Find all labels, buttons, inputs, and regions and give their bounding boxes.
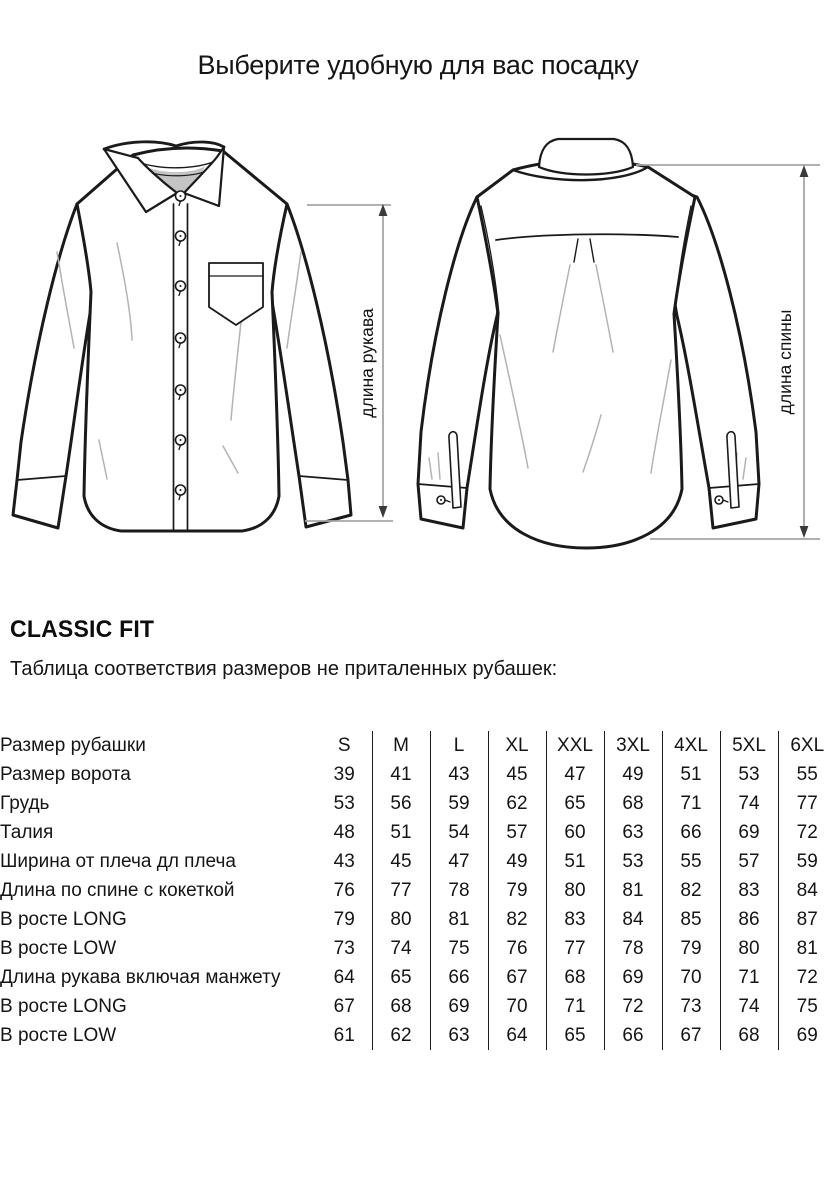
value-cell: 48: [333, 821, 355, 843]
value-cell: 68: [604, 789, 662, 818]
size-table-header-row: [0, 731, 836, 760]
value-cell: 63: [430, 1021, 488, 1050]
value-cell: 75: [430, 934, 488, 963]
value-cell: 70: [488, 992, 546, 1021]
value-cell: 57: [488, 818, 546, 847]
size-header-cell: 3XL: [604, 731, 662, 760]
value-cell: 68: [720, 1021, 778, 1050]
value-cell: 80: [720, 934, 778, 963]
value-cell: 73: [662, 992, 720, 1021]
size-table-row: [0, 905, 836, 934]
value-cell: 64: [488, 1021, 546, 1050]
row-label-cell: Грудь: [0, 792, 50, 814]
value-cell: 65: [372, 963, 430, 992]
value-cell: 55: [778, 760, 836, 789]
size-table-row: [0, 876, 836, 905]
value-cell: 51: [372, 818, 430, 847]
value-cell: 66: [604, 1021, 662, 1050]
value-cell: 73: [333, 937, 355, 959]
value-cell: 79: [488, 876, 546, 905]
value-cell: 71: [662, 789, 720, 818]
value-cell: 57: [720, 847, 778, 876]
row-label-cell: Талия: [0, 821, 54, 843]
table-subtitle: Таблица соответствия размеров не приталенных рубашек:: [10, 658, 558, 680]
value-cell: 67: [488, 963, 546, 992]
size-table-row: [0, 1021, 836, 1050]
sleeve-length-label: длина рукава: [357, 308, 377, 418]
shirt-diagrams: [0, 130, 836, 575]
value-cell: 59: [778, 847, 836, 876]
value-cell: 43: [430, 760, 488, 789]
row-label-cell: В росте LONG: [0, 995, 127, 1017]
value-cell: 69: [720, 818, 778, 847]
row-label-cell: Размер ворота: [0, 763, 131, 785]
value-cell: 63: [604, 818, 662, 847]
value-cell: 53: [720, 760, 778, 789]
size-header-cell: XL: [488, 731, 546, 760]
value-cell: 64: [333, 966, 355, 988]
row-label-cell: Длина по спине с кокеткой: [0, 879, 235, 901]
value-cell: 65: [546, 1021, 604, 1050]
size-table-body: [0, 731, 836, 1050]
value-cell: 53: [333, 792, 355, 814]
size-header-cell: M: [372, 731, 430, 760]
size-table-row: [0, 818, 836, 847]
value-cell: 43: [333, 850, 355, 872]
value-cell: 70: [662, 963, 720, 992]
value-cell: 61: [333, 1024, 355, 1046]
value-cell: 71: [546, 992, 604, 1021]
row-label-cell: В росте LOW: [0, 937, 117, 959]
value-cell: 66: [430, 963, 488, 992]
arrow-down-icon: [800, 526, 809, 538]
value-cell: 85: [662, 905, 720, 934]
value-cell: 47: [430, 847, 488, 876]
value-cell: 69: [604, 963, 662, 992]
value-cell: 77: [546, 934, 604, 963]
size-table-row: [0, 760, 836, 789]
value-cell: 81: [430, 905, 488, 934]
value-cell: 78: [604, 934, 662, 963]
size-header-cell: 6XL: [778, 731, 836, 760]
value-cell: 69: [778, 1021, 836, 1050]
size-header-cell: 5XL: [720, 731, 778, 760]
value-cell: 74: [720, 789, 778, 818]
size-header-cell: L: [430, 731, 488, 760]
row-label-cell: В росте LONG: [0, 908, 127, 930]
value-cell: 51: [546, 847, 604, 876]
value-cell: 87: [778, 905, 836, 934]
value-cell: 83: [546, 905, 604, 934]
value-cell: 84: [604, 905, 662, 934]
value-cell: 39: [333, 763, 355, 785]
value-cell: 80: [546, 876, 604, 905]
value-cell: 53: [604, 847, 662, 876]
size-header-cell: 4XL: [662, 731, 720, 760]
value-cell: 69: [430, 992, 488, 1021]
value-cell: 54: [430, 818, 488, 847]
page-title: Выберите удобную для вас посадку: [197, 50, 639, 80]
size-table: [0, 731, 836, 1050]
value-cell: 71: [720, 963, 778, 992]
value-cell: 76: [488, 934, 546, 963]
row-label-cell: Размер рубашки: [0, 734, 146, 756]
value-cell: 62: [488, 789, 546, 818]
value-cell: 79: [333, 908, 355, 930]
value-cell: 49: [604, 760, 662, 789]
value-cell: 51: [662, 760, 720, 789]
back-length-label: длина спины: [775, 309, 795, 415]
arrow-down-icon: [379, 506, 388, 518]
size-table-row: [0, 934, 836, 963]
value-cell: 65: [546, 789, 604, 818]
value-cell: 75: [778, 992, 836, 1021]
back-body: [477, 160, 695, 548]
value-cell: 68: [372, 992, 430, 1021]
value-cell: 45: [488, 760, 546, 789]
value-cell: 67: [662, 1021, 720, 1050]
size-table-row: [0, 963, 836, 992]
value-cell: 47: [546, 760, 604, 789]
arrow-up-icon: [800, 165, 809, 177]
value-cell: 81: [778, 934, 836, 963]
shirt-back-drawing: [418, 139, 759, 548]
size-table-row: [0, 992, 836, 1021]
size-table-row: [0, 789, 836, 818]
value-cell: 77: [372, 876, 430, 905]
value-cell: 62: [372, 1021, 430, 1050]
value-cell: 77: [778, 789, 836, 818]
row-label-cell: В росте LOW: [0, 1024, 117, 1046]
row-label-cell: Длина рукава включая манжету: [0, 966, 281, 988]
value-cell: 81: [604, 876, 662, 905]
value-cell: 67: [333, 995, 355, 1017]
value-cell: 59: [430, 789, 488, 818]
value-cell: 80: [372, 905, 430, 934]
value-cell: 72: [778, 818, 836, 847]
value-cell: 68: [546, 963, 604, 992]
value-cell: 60: [546, 818, 604, 847]
value-cell: 84: [778, 876, 836, 905]
value-cell: 41: [372, 760, 430, 789]
size-header-cell: S: [337, 734, 351, 756]
value-cell: 66: [662, 818, 720, 847]
value-cell: 79: [662, 934, 720, 963]
value-cell: 78: [430, 876, 488, 905]
value-cell: 76: [333, 879, 355, 901]
size-header-cell: XXL: [546, 731, 604, 760]
row-label-cell: Ширина от плеча дл плеча: [0, 850, 236, 872]
value-cell: 45: [372, 847, 430, 876]
value-cell: 82: [662, 876, 720, 905]
value-cell: 49: [488, 847, 546, 876]
shirt-front-drawing: [13, 142, 351, 531]
value-cell: 56: [372, 789, 430, 818]
fit-heading: CLASSIC FIT: [10, 616, 155, 643]
value-cell: 86: [720, 905, 778, 934]
value-cell: 74: [372, 934, 430, 963]
size-table-row: [0, 847, 836, 876]
value-cell: 74: [720, 992, 778, 1021]
value-cell: 55: [662, 847, 720, 876]
value-cell: 82: [488, 905, 546, 934]
value-cell: 83: [720, 876, 778, 905]
value-cell: 72: [778, 963, 836, 992]
value-cell: 72: [604, 992, 662, 1021]
